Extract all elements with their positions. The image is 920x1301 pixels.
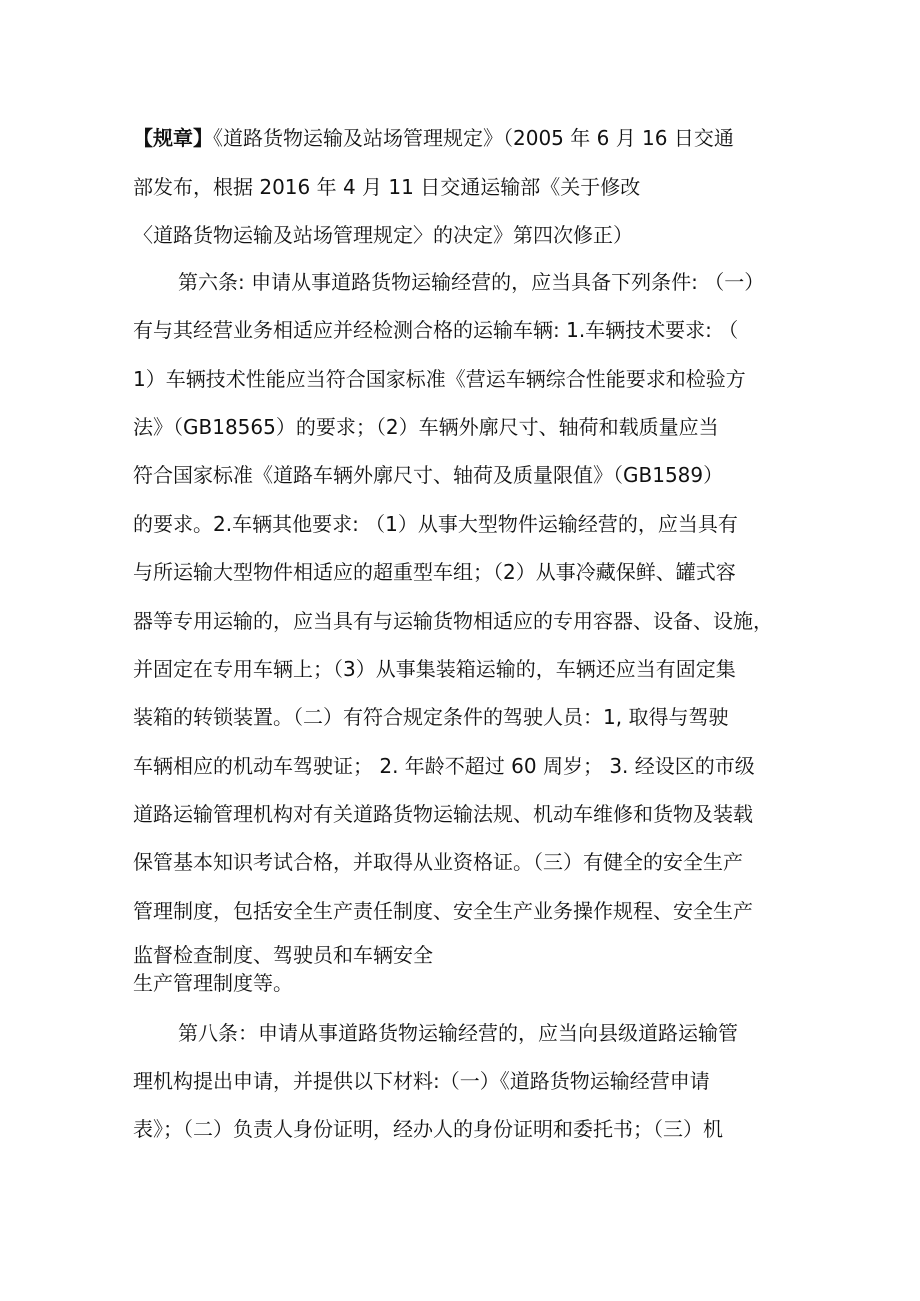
header-line-1 — [133, 124, 734, 152]
article-6-line-8: 器等专用运输的，应当具有与运输货物相适应的专用容器、设备、设施， — [133, 609, 773, 633]
article-6-line-4: 法》（GB18565）的要求；（2）车辆外廓尺寸、轴荷和载质量应当 — [133, 415, 719, 439]
article-6-line-5: 符合国家标准《道路车辆外廓尺寸、轴荷及质量限值》（GB1589） — [133, 463, 724, 487]
article-6-line-2: 有与其经营业务相适应并经检测合格的运输车辆: 1.车辆技术要求: （ — [133, 318, 739, 342]
article-6-line-7: 与所运输大型物件相适应的超重型车组；（2）从事冷藏保鲜、罐式容 — [133, 560, 736, 584]
article-6-line-3: 1）车辆技术性能应当符合国家标准《营运车辆综合性能要求和检验方 — [133, 367, 746, 391]
article-6-line-13: 保管基本知识考试合格，并取得从业资格证。（三）有健全的安全生产 — [133, 850, 743, 874]
article-6-line-11: 车辆相应的机动车驾驶证； 2. 年龄不超过 60 周岁； 3. 经设区的市级 — [133, 754, 755, 778]
article-6-line-16: 生产管理制度等。 — [133, 971, 293, 995]
header-line-3: 〈道路货物运输及站场管理规定〉的决定》第四次修正） — [133, 223, 633, 247]
article-8-line-2: 理机构提出申请，并提供以下材料:（一）《道路货物运输经营申请 — [133, 1069, 710, 1093]
article-6-line-14: 管理制度，包括安全生产责任制度、安全生产业务操作规程、安全生产 — [133, 899, 753, 923]
article-6-line-6: 的要求。2.车辆其他要求: （1）从事大型物件运输经营的，应当具有 — [133, 512, 738, 536]
regulation-title: 《道路货物运输及站场管理规定》（2005 年 6 月 16 日交通 — [213, 126, 734, 150]
article-6-line-12: 道路运输管理机构对有关道路货物运输法规、机动车维修和货物及装载 — [133, 802, 753, 826]
header-line-2: 部发布，根据 2016 年 4 月 11 日交通运输部《关于修改 — [133, 175, 641, 199]
article-6-line-1: 第六条: 申请从事道路货物运输经营的，应当具备下列条件: （一） — [178, 270, 765, 294]
article-6-line-15: 监督检查制度、驾驶员和车辆安全 — [133, 943, 433, 967]
regulation-tag: 【规章】 — [133, 126, 213, 150]
article-6-line-10: 装箱的转锁装置。（二）有符合规定条件的驾驶人员：1, 取得与驾驶 — [133, 705, 729, 729]
article-6-line-9: 并固定在专用车辆上；（3）从事集装箱运输的，车辆还应当有固定集 — [133, 657, 736, 681]
article-8-line-1: 第八条：申请从事道路货物运输经营的，应当向县级道路运输管 — [178, 1021, 738, 1045]
article-8-line-3: 表》；（二）负责人身份证明，经办人的身份证明和委托书；（三）机 — [133, 1117, 723, 1141]
